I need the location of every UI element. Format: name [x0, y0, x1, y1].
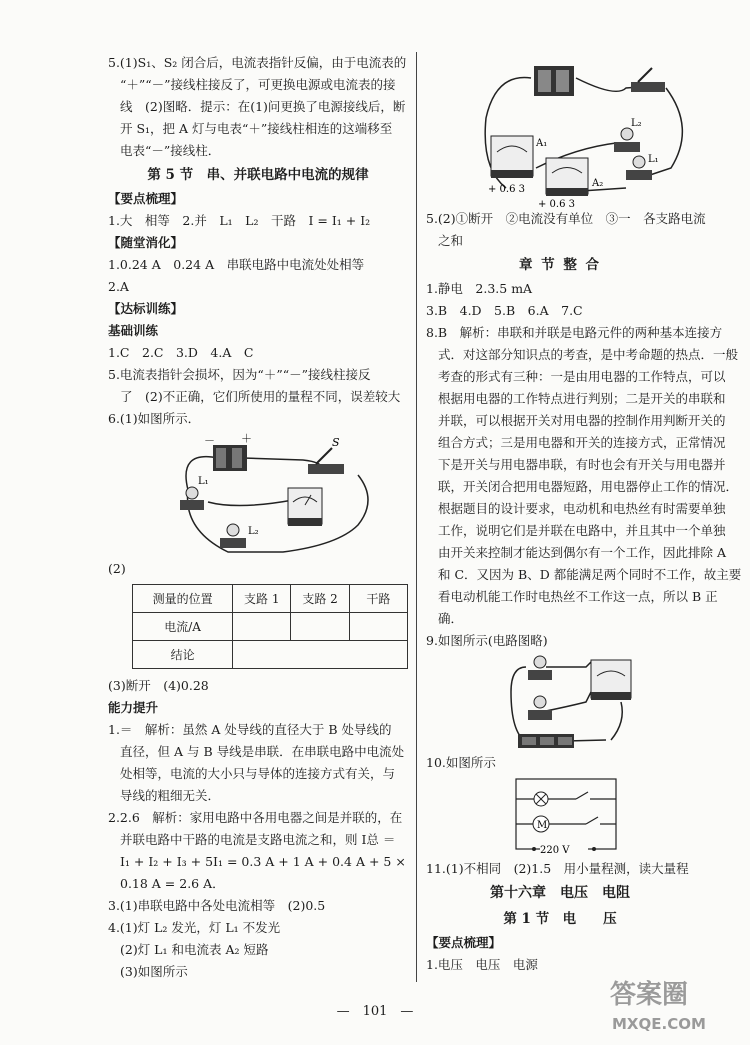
q8-line: 并联，可以根据开关对用电器的控制作用判断开关的	[438, 413, 726, 428]
bulb-l2-icon	[534, 696, 546, 708]
ability-q2-line-2: 并联电路中干路的电流是支路电流之和，则 I总 ＝	[120, 832, 396, 847]
table-intro: (2)	[108, 561, 126, 576]
chapter-summary-title: 章 节 整 合	[518, 257, 602, 273]
column-divider	[416, 52, 417, 982]
table-row-label: 结论	[133, 641, 233, 669]
ammeter-a2-label: A₂	[592, 178, 604, 189]
q8-line: 工作，说明它们是并联在电路中，并且其中一个单独	[438, 523, 726, 538]
ability-q1-line-1: 1.＝ 解析：虽然 A 处导线的直径大于 B 处导线的	[108, 722, 392, 737]
ammeter-a1-range: + 0.6 3	[488, 184, 526, 195]
bulb-l2-base	[614, 142, 640, 152]
q8-line: 式．对这部分知识点的考查，是中考命题的热点．一般	[438, 347, 739, 362]
q8-line: 根据用电器的工作特点进行判别；二是开关的串联和	[438, 391, 726, 406]
table-cell	[291, 613, 349, 641]
bulb-l1-label: L₁	[198, 476, 209, 487]
q8-line: 考查的形式有三种：一是由用电器的工作特点，可以	[438, 369, 726, 384]
ammeter-a2-range: + 0.6 3	[538, 199, 576, 208]
circuit-diagram-q6	[108, 430, 408, 558]
bulb-l2-base	[220, 538, 246, 548]
summary-q11: 11.(1)不相同 (2)1.5 用小量程测，读大量程	[426, 861, 689, 876]
in-class-answer-1: 1.0.24 A 0.24 A 串联电路中电流处处相等	[108, 257, 365, 272]
q5-line-5: 电表“－”接线柱．	[120, 143, 221, 158]
table-header-cell: 支路 1	[233, 585, 291, 613]
q8-line: 由开关来控制才能达到偶尔有一个工作，因此排除 A	[438, 545, 727, 560]
table-row-label: 电流/A	[133, 613, 233, 641]
switch-label: S	[332, 436, 340, 449]
basic-q6: 6.(1)如图所示．	[108, 411, 201, 426]
ability-q4-line-3: (3)如图所示	[120, 964, 188, 979]
key-points-heading: 【要点梳理】	[108, 191, 184, 206]
bulb-l1-base	[528, 670, 552, 680]
table-cell	[233, 613, 291, 641]
table-header-cell: 测量的位置	[133, 585, 233, 613]
switch-icon	[631, 82, 665, 92]
ability-q4-line-1: 4.(1)灯 L₂ 发光，灯 L₁ 不发光	[108, 920, 281, 935]
q8-line: 看电动机能工作时电热丝不工作这一点，所以 B 正	[438, 589, 718, 604]
ability-heading: 能力提升	[108, 700, 159, 715]
ability-q2-line-4: 0.18 A = 2.6 A．	[120, 876, 225, 891]
q5-2-line-2: 之和	[438, 233, 464, 248]
in-class-heading: 【随堂消化】	[108, 235, 184, 250]
summary-q10: 10.如图所示	[426, 755, 496, 770]
q8-line: 和 C．又因为 B、D 都能满足两个同时不工作，故主要	[438, 567, 742, 582]
ammeter-a1-label: A₁	[536, 138, 548, 149]
watermark-line-1: 答案圈	[610, 980, 689, 1010]
voltage-label: 220 V	[540, 845, 570, 856]
bulb-l2-label: L₂	[248, 526, 259, 537]
basic-q5-line-2: 了 (2)不正确，它们所使用的量程不同，误差较大	[120, 389, 401, 404]
ability-q1-line-2: 直径，但 A 与 B 导线是串联．在串联电路中电流处	[120, 744, 405, 759]
table-row	[133, 641, 408, 669]
summary-q8-explanation	[426, 322, 742, 630]
right-column	[426, 58, 742, 976]
q8-line: 联，开关闭合把用电器短路，用电器停止工作的情况．	[438, 479, 739, 494]
ability-q1-line-3: 处相等，电流的大小只与导体的连接方式有关，与	[120, 766, 396, 781]
q8-line: 下是开关与用电器串联，有时也会有开关与用电器并	[438, 457, 726, 472]
basic-answers: 1.C 2.C 3.D 4.A C	[108, 345, 254, 360]
basic-training-heading: 基础训练	[108, 323, 159, 338]
bulb-l1-icon	[633, 156, 645, 168]
q8-line: 根据题目的设计要求，电动机和电热丝有时需要单独	[438, 501, 726, 516]
ability-q2-line-3: I₁ + I₂ + I₃ + 5I₁ = 0.3 A + 1 A + 0.4 A + 5 ×	[120, 854, 406, 869]
ch16-key-points-answer: 1.电压 电压 电源	[426, 957, 538, 972]
q5-2-line-1: 5.(2)①断开 ②电流没有单位 ③一 各支路电流	[426, 211, 706, 226]
table-cell	[349, 613, 407, 641]
left-column	[108, 52, 408, 983]
target-training-heading: 【达标训练】	[108, 301, 184, 316]
circuit-diagram-q10	[426, 774, 694, 858]
basic-q6-parts-3-4: (3)断开 (4)0.28	[108, 678, 209, 693]
battery-plus-label: ＋	[241, 432, 252, 445]
page-number: — 101 —	[336, 1004, 414, 1019]
q8-line: 组合方式；三是用电器和开关的连接方式，正常情况	[438, 435, 726, 450]
bulb-l1-icon	[534, 656, 546, 668]
table-header-cell: 干路	[349, 585, 407, 613]
key-points-answer: 1.大 相等 2.并 L₁ L₂ 干路 I = I₁ + I₂	[108, 213, 371, 228]
summary-q1-2: 1.静电 2.3.5 mA	[426, 281, 533, 296]
q5-line-4: 开 S₁，把 A 灯与电表“＋”接线柱相连的这端移至	[120, 121, 393, 136]
ability-q2-line-1: 2.2.6 解析：家用电路中各用电器之间是并联的，在	[108, 810, 403, 825]
q5-line-2: “＋”“－”接线柱接反了，可更换电源或电流表的接	[120, 77, 396, 92]
table-row	[133, 613, 408, 641]
bulb-l1-icon	[186, 487, 198, 499]
switch-icon	[308, 464, 344, 474]
section-1-title: 第 1 节 电 压	[503, 911, 617, 927]
q5-line-3: 线 (2)图略．提示：在(1)问更换了电源接线后，断	[120, 99, 406, 114]
watermark-line-2: MXQE.COM	[612, 1015, 706, 1033]
measurement-table	[132, 584, 408, 669]
ability-q3: 3.(1)串联电路中各处电流相等 (2)0.5	[108, 898, 326, 913]
ability-q1-line-4: 导线的粗细无关．	[120, 788, 221, 803]
in-class-answer-2: 2.A	[108, 279, 129, 294]
section-5-title: 第 5 节 串、并联电路中电流的规律	[147, 167, 369, 183]
summary-q9: 9.如图所示(电路图略)	[426, 633, 548, 648]
ch16-key-points-heading: 【要点梳理】	[426, 935, 502, 950]
bulb-l1-label: L₁	[648, 154, 659, 165]
circuit-diagram-q9	[426, 652, 694, 752]
q5-line-1: 5.(1)S₁、S₂ 闭合后，电流表指针反偏，由于电流表的	[108, 55, 407, 70]
watermark-logo	[592, 969, 742, 1039]
basic-q5-line-1: 5.电流表指针会损坏，因为“＋”“－”接线柱接反	[108, 367, 371, 382]
table-header-row	[133, 585, 408, 613]
summary-q3-7: 3.B 4.D 5.B 6.A 7.C	[426, 303, 583, 318]
bulb-l1-base	[626, 170, 652, 180]
bulb-l2-icon	[227, 524, 239, 536]
motor-label: M	[537, 820, 548, 831]
q8-line: 8.B 解析：串联和并联是电路元件的两种基本连接方	[426, 325, 723, 340]
bulb-l1-base	[180, 500, 204, 510]
bulb-l2-label: L₂	[631, 118, 642, 129]
battery-minus-label: －	[204, 434, 215, 447]
bulb-l2-base	[528, 710, 552, 720]
table-cell	[233, 641, 408, 669]
ability-q4-line-2: (2)灯 L₁ 和电流表 A₂ 短路	[120, 942, 269, 957]
bulb-l2-icon	[621, 128, 633, 140]
q8-line: 确．	[438, 611, 464, 626]
circuit-diagram-ability-q4	[426, 58, 694, 208]
table-header-cell: 支路 2	[291, 585, 349, 613]
chapter-16-title: 第十六章 电压 电阻	[490, 885, 630, 901]
